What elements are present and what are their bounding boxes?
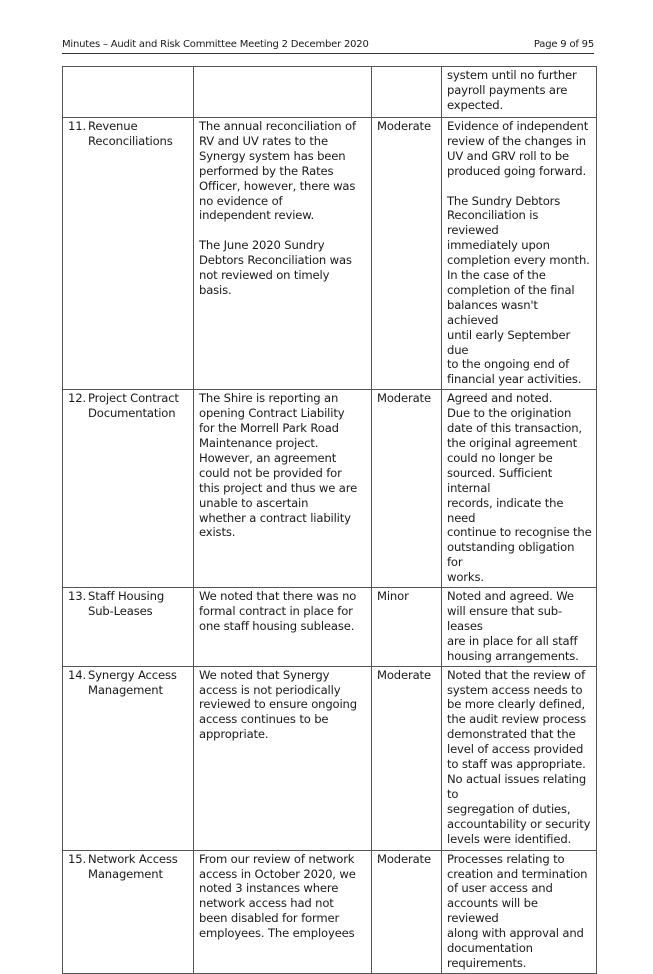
table-row — [63, 666, 597, 850]
table-row — [63, 390, 597, 588]
risk-rating: Moderate — [377, 391, 431, 406]
finding-cell — [194, 850, 372, 973]
response-text: system until no further payroll payments are expected. — [447, 68, 577, 112]
issue-title: Network Access Management — [88, 851, 178, 881]
issue-cell — [63, 850, 194, 973]
finding-text: The Shire is reporting an opening Contract Liability for the Morrell Park Road Maintenance project. However, an agreement could not be provided for this project and thus we are unable to ascertain whether a contract liability exists. — [199, 391, 358, 540]
issue-cell — [63, 588, 194, 667]
finding-text: We noted that Synergy access is not periodically reviewed to ensure ongoing access continues to be appropriate. — [199, 667, 357, 742]
rating-cell — [372, 118, 442, 390]
issue-number: 14. — [68, 667, 86, 682]
response-cell — [442, 118, 597, 390]
response-text: The Sundry Debtors Reconciliation is reviewed immediately upon completion every month. In the case of the completion of the final balances wasn't achieved until early September due to the ongoing end of financial year activities. — [447, 193, 590, 387]
response-cell — [442, 588, 597, 667]
response-cell — [442, 67, 597, 118]
response-cell — [442, 850, 597, 973]
finding-text: The annual reconciliation of RV and UV rates to the Synergy system has been performed by the Rates Officer, however, there was no evidence of independent review. — [199, 119, 356, 223]
issue-cell — [63, 666, 194, 850]
issue-number: 11. — [68, 119, 86, 133]
risk-rating: Moderate — [377, 667, 431, 682]
table-row — [63, 588, 597, 667]
rating-cell — [372, 850, 442, 973]
finding-text: We noted that there was no formal contract in place for one staff housing sublease. — [199, 589, 357, 633]
response-text: Noted and agreed. We will ensure that sub-leases are in place for all staff housing arrangements. — [447, 589, 579, 663]
rating-cell — [372, 588, 442, 667]
finding-cell — [194, 67, 372, 118]
rating-cell — [372, 390, 442, 588]
response-cell — [442, 390, 597, 588]
risk-rating: Moderate — [377, 119, 431, 133]
finding-cell — [194, 588, 372, 667]
header-divider — [62, 53, 594, 54]
issue-title: Revenue Reconciliations — [88, 119, 173, 148]
response-text: Noted that the review of system access needs to be more clearly defined, the audit review process demonstrated that the level of access provided to staff was appropriate. No actual issues relating to segregation of duties, accountability or security levels were identified. — [447, 667, 591, 846]
response-text: Evidence of independent review of the changes in UV and GRV roll to be produced going forward. — [447, 119, 589, 178]
issue-number: 12. — [68, 391, 86, 406]
issue-cell — [63, 67, 194, 118]
issue-title: Synergy Access Management — [88, 667, 177, 697]
issue-title: Staff Housing Sub-Leases — [88, 589, 165, 618]
finding-cell — [194, 118, 372, 390]
page-header — [62, 38, 594, 54]
response-text: Agreed and noted. Due to the origination date of this transaction, the original agreement could no longer be sourced. Sufficient internal records, indicate the need continue to recognise the outstanding obligation for works. — [447, 391, 592, 585]
table-row — [63, 67, 597, 118]
table-row — [63, 850, 597, 973]
rating-cell — [372, 666, 442, 850]
finding-text: From our review of network access in October 2020, we noted 3 instances where network access had not been disabled for former employees. The employees — [199, 851, 356, 941]
finding-text: The June 2020 Sundry Debtors Reconciliation was not reviewed on timely basis. — [199, 238, 352, 297]
risk-rating: Moderate — [377, 851, 431, 866]
issue-number: 15. — [68, 851, 86, 866]
audit-findings-table — [62, 66, 597, 974]
response-text: Processes relating to creation and termination of user access and accounts will be reviewed along with approval and documentation requirements. — [447, 851, 588, 970]
rating-cell — [372, 67, 442, 118]
issue-cell — [63, 118, 194, 390]
finding-cell — [194, 666, 372, 850]
issue-cell — [63, 390, 194, 588]
table-row — [63, 118, 597, 390]
risk-rating: Minor — [377, 589, 409, 604]
issue-number: 13. — [68, 589, 86, 604]
document-title: Minutes – Audit and Risk Committee Meeting 2 December 2020 — [62, 39, 369, 50]
issue-title: Project Contract Documentation — [88, 391, 179, 421]
page-number: Page 9 of 95 — [533, 39, 594, 50]
finding-cell — [194, 390, 372, 588]
response-cell — [442, 666, 597, 850]
